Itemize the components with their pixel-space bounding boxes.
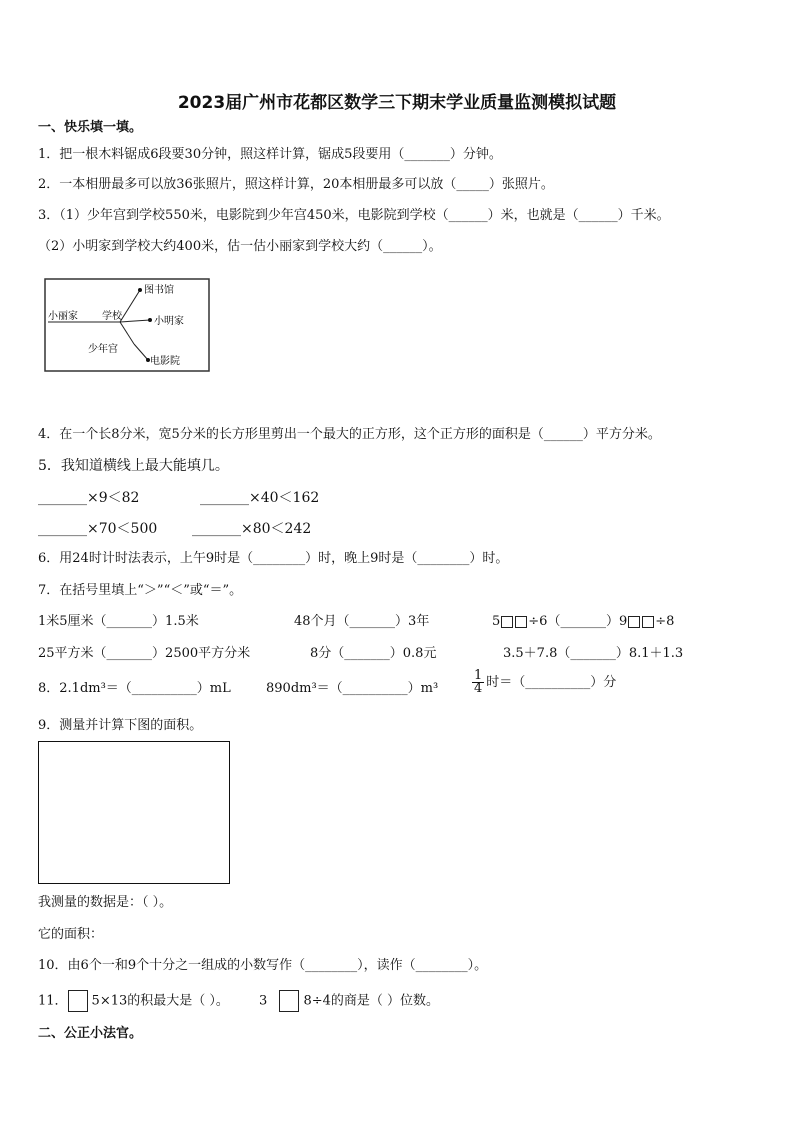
q7-row1-a: 1米5厘米（_______）1.5米 (38, 614, 199, 629)
question-9: 9．测量并计算下图的面积。 (38, 718, 203, 733)
question-5: 5．我知道横线上最大能填几。 (38, 458, 229, 474)
blank-box (628, 616, 640, 628)
q9-measure-line: 我测量的数据是：（ ）。 (38, 895, 173, 910)
blank-box (642, 616, 654, 628)
q11-part-b: 8÷4的商是（ ）位数。 (303, 993, 440, 1009)
map-frame (45, 279, 209, 371)
location-map (44, 278, 210, 372)
q7-row2-b: 8分（_______）0.8元 (310, 646, 437, 661)
q7-c-prefix: 5 (492, 614, 501, 629)
page-title: 2023届广州市花都区数学三下期末学业质量监测模拟试题 (177, 93, 617, 113)
fraction-denominator: 4 (474, 681, 483, 696)
label-school: 学校 (102, 311, 122, 322)
q7-row2-a: 25平方米（_______）2500平方分米 (38, 646, 251, 661)
q5-item-2: _______×40＜162 (200, 490, 320, 506)
q11-part-b-prefix: 3 (259, 993, 268, 1009)
q8-a: 8．2.1dm³＝（__________）mL (38, 681, 231, 696)
question-3-part-2: （2）小明家到学校大约400米，估一估小丽家到学校大约（______）。 (38, 239, 442, 254)
label-cinema: 电影院 (150, 356, 180, 367)
q5-item-1: _______×9＜82 (38, 490, 140, 506)
question-11 (38, 990, 439, 1012)
library-dot (138, 288, 142, 292)
q8-b: 890dm³＝（__________）m³ (266, 681, 439, 696)
section-2-heading: 二、公正小法官。 (38, 1026, 143, 1041)
q7-row1-b: 48个月（_______）3年 (294, 614, 430, 629)
q11-part-a: 5×13的积最大是（ ）。 (91, 993, 229, 1009)
question-10: 10．由6个一和9个十分之一组成的小数写作（________），读作（________）。 (38, 958, 488, 973)
question-1: 1．把一根木料锯成6段要30分钟，照这样计算，锯成5段要用（_______）分钟。 (38, 147, 502, 162)
label-xiaoming: 小明家 (154, 316, 184, 327)
question-2: 2．一本相册最多可以放36张照片，照这样计算，20本相册最多可以放（_____）张照片。 (38, 177, 554, 192)
question-4: 4．在一个长8分米，宽5分米的长方形里剪出一个最大的正方形，这个正方形的面积是（______）平方分米。 (38, 427, 661, 442)
q5-item-4: _______×80＜242 (192, 521, 312, 537)
question-6: 6．用24时计时法表示，上午9时是（________）时，晚上9时是（________）时。 (38, 551, 509, 566)
q7-c-mid: ÷6（_______）9 (528, 614, 628, 629)
measure-rectangle (38, 741, 230, 884)
q7-row1-c (492, 613, 674, 631)
label-xiaoli: 小丽家 (48, 311, 78, 322)
q8-c (472, 670, 616, 695)
question-3-part-1: 3．（1）少年宫到学校550米，电影院到少年宫450米，电影院到学校（______）米，也就是（______）千米。 (38, 208, 670, 223)
question-7: 7．在括号里填上“＞”“＜”或“＝”。 (38, 583, 243, 598)
fraction-one-quarter (472, 670, 484, 695)
fraction-numerator: 1 (474, 668, 483, 683)
xiaoming-dot (148, 318, 152, 322)
section-1-heading: 一、快乐填一填。 (38, 120, 143, 135)
q7-row2-c: 3.5＋7.8（_______）8.1＋1.3 (503, 646, 684, 661)
q7-c-end: ÷8 (655, 614, 675, 629)
blank-box (515, 616, 527, 628)
label-library: 图书馆 (144, 285, 174, 296)
label-youth-palace: 少年宫 (88, 344, 118, 355)
blank-box (279, 990, 299, 1012)
blank-box (68, 990, 88, 1012)
blank-box (501, 616, 513, 628)
q8-c-text: 时＝（__________）分 (486, 675, 617, 690)
q9-area-line: 它的面积： (38, 927, 104, 942)
q5-item-3: _______×70＜500 (38, 521, 158, 537)
q11-number: 11． (38, 993, 68, 1009)
